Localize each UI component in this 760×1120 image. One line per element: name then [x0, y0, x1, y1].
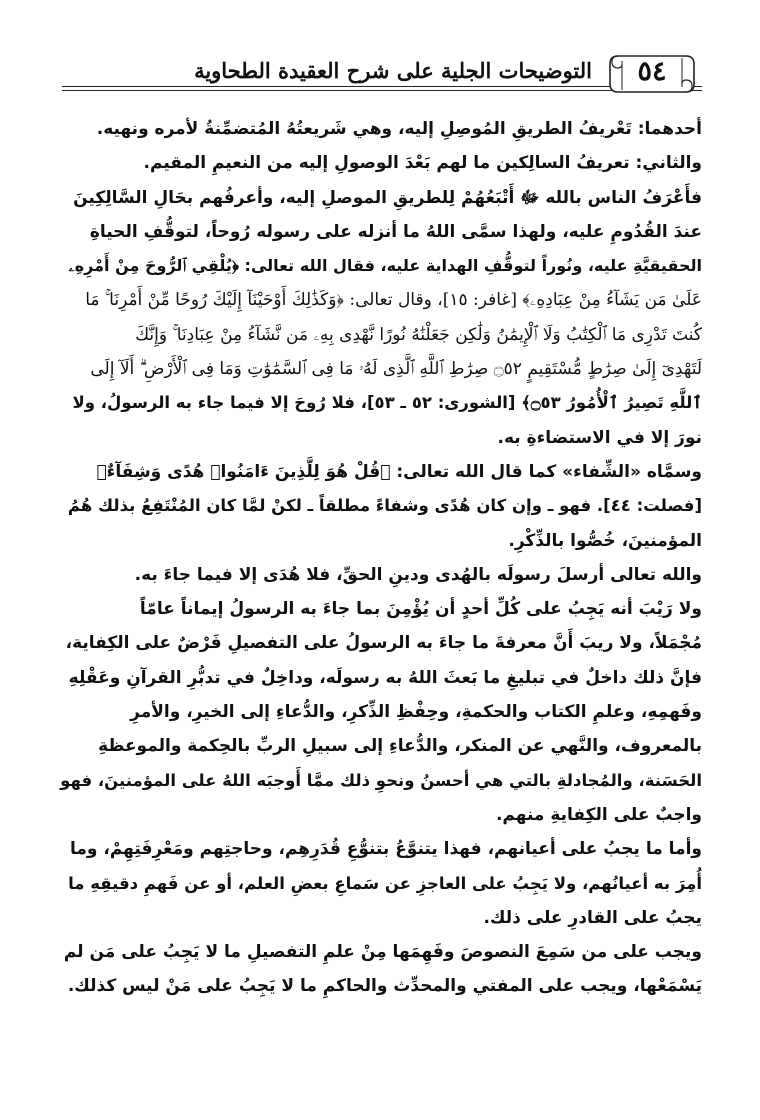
text-line: مُجْمَلاً، ولا ريبَ أَنَّ معرفةَ ما جاءَ به الرسولُ على التفصيلِ فَرْضٌ على الكِفاية، [65, 633, 702, 654]
text-line: فإنَّ ذلك داخلٌ في تبليغِ ما بَعثَ اللهُ به رسولَه، وداخِلٌ في تدبُّرِ القرآنِ وعَقْلِهِ [68, 667, 702, 688]
text-line: عندَ القُدُومِ عليه، ولهذا سمَّى اللهُ ما أنزله على رسوله رُوحاً، لتوقُّفِ الحياةِ [89, 221, 702, 242]
page-number-scroll-ornament [608, 52, 696, 96]
text-line: نورَ إلا في الاستضاءةِ به. [497, 427, 702, 448]
header-rule [62, 86, 702, 87]
text-line: واجبٌ على الكِفايةِ منهم. [495, 804, 702, 825]
text-line: وسمَّاه «الشِّفاء» كما قال الله تعالى: ﴿قُلْ هُوَ لِلَّذِينَ ءَامَنُوا۟ هُدًى وَشِفَآءٌ﴾ [96, 461, 702, 482]
body-text [58, 112, 702, 1004]
running-title: التوضيحات الجلية على شرح العقيدة الطحاوية [194, 58, 592, 83]
text-line: المؤمنينَ، خُصُّوا بالذِّكْرِ. [508, 530, 702, 551]
text-line: [فصلت: ٤٤]. فهو ـ وإن كان هُدًى وشفاءً مطلقاً ـ لكنْ لمَّا كان المُنْتَفِعُ بذلك هُمُ [67, 496, 702, 516]
text-line: الحَسَنة، والمُجادلةِ بالتي هي أحسنُ ونحوِ ذلك ممَّا أَوجبَه اللهُ على المؤمنينَ، فهو [60, 770, 702, 790]
text-line: الحقيقيَّةِ عليه، ونُوراً لتوقُّفِ الهداية عليه، فقال الله تعالى: ﴿يُلْقِي ٱلرُّوحَ مِنْ أَمْرِهِۦ [68, 256, 702, 276]
text-line: ولا رَيْبَ أنه يَجِبُ على كُلِّ أحدٍ أن يُؤْمِنَ بما جاءَ به الرسولُ إيماناً عامّاً [139, 599, 702, 620]
text-line: فأَعْرَفُ الناس بالله ﷻ أَتْبَعُهُمْ لِلطريقِ الموصلِ إليه، وأعرفُهم بحَالِ السَّالِكِينَ [73, 187, 702, 208]
text-line: أحدهما: تَعْريفُ الطريقِ المُوصِلِ إليه، وهي شَريعتُهُ المُتضمِّنةُ لأمره ونهيه. [96, 119, 702, 139]
quran-verse-line: كُنتَ تَدْرِى مَا ٱلْكِتَٰبُ وَلَا ٱلْإِيمَٰنُ وَلَٰكِن جَعَلْنَٰهُ نُورًا نَّهْدِى بِهِۦ مَن نَّشَآءُ مِنْ عِبَادِنَا ۚ وَإِنَّكَ [135, 324, 702, 345]
header-rule-double [62, 90, 702, 91]
page-header [62, 52, 702, 94]
text-line: وأما ما يجبُ على أعيانهم، فهذا يتنوَّعُ بتنوُّعِ قُدَرِهِم، وحاجتِهم ومَعْرِفَتِهِمْ، وما [69, 839, 702, 860]
text-line: بالمعروف، والنَّهي عن المنكر، والدُّعاءِ إلى سبيلِ الربِّ بالحِكمة والموعظةِ [98, 736, 702, 757]
text-line: ٱللَّهِ تَصِيرُ ٱلْأُمُورُ ۝٥٣﴾ [الشورى: ٥٢ ـ ٥٣]، فلا رُوحَ إلا فيما جاء به الرسولُ، ولا [72, 393, 702, 413]
page-number: ٥٤ [637, 56, 667, 87]
text-line: والثاني: تعريفُ السالِكين ما لهم بَعْدَ الوصولِ إليه من النعيمِ المقيم. [143, 153, 702, 174]
text-line: يجبُ على القادرِ على ذلك. [483, 907, 702, 928]
text-line: يَسْمَعْها، ويجب على المفتي والمحدِّث والحاكمِ ما لا يَجِبُ على مَنْ ليس كذلك. [67, 976, 702, 997]
text-line: ويجب على من سَمِعَ النصوصَ وفَهِمَها مِنْ علمِ التفصيلِ ما لا يَجِبُ على مَن لم [63, 942, 702, 963]
quran-verse-line: عَلَىٰ مَن يَشَآءُ مِنْ عِبَادِهِۦ﴾ [غافر: ١٥]، وقال تعالى: ﴿وَكَذَٰلِكَ أَوْحَيْنَآ إِلَيْكَ رُوحًا مِّنْ أَمْرِنَا ۚ مَا [85, 290, 702, 311]
quran-verse-line: لَتَهْدِىٓ إِلَىٰ صِرَٰطٍ مُّسْتَقِيمٍ ۝٥٢ صِرَٰطِ ٱللَّهِ ٱلَّذِى لَهُۥ مَا فِى ٱلسَّمَٰوَٰتِ وَمَا فِى ٱلْأَرْضِ ۗ أَلَآ إِلَى [90, 359, 702, 380]
text-line: أُمِرَ به أعيانُهم، ولا يَجِبُ على العاجزِ عن سَماعِ بعضِ العلم، أو عن فَهمِ دقيقِهِ ما [68, 873, 702, 893]
text-line: وفَهمِهِ، وعلمِ الكتاب والحكمةِ، وحِفْظِ الذِّكرِ، والدُّعاءِ إلى الخيرِ، والأمرِ [130, 702, 702, 723]
text-line: والله تعالى أرسلَ رسولَه بالهُدى ودينِ الحقِّ، فلا هُدَى إلا فيما جاءَ به. [134, 564, 702, 585]
